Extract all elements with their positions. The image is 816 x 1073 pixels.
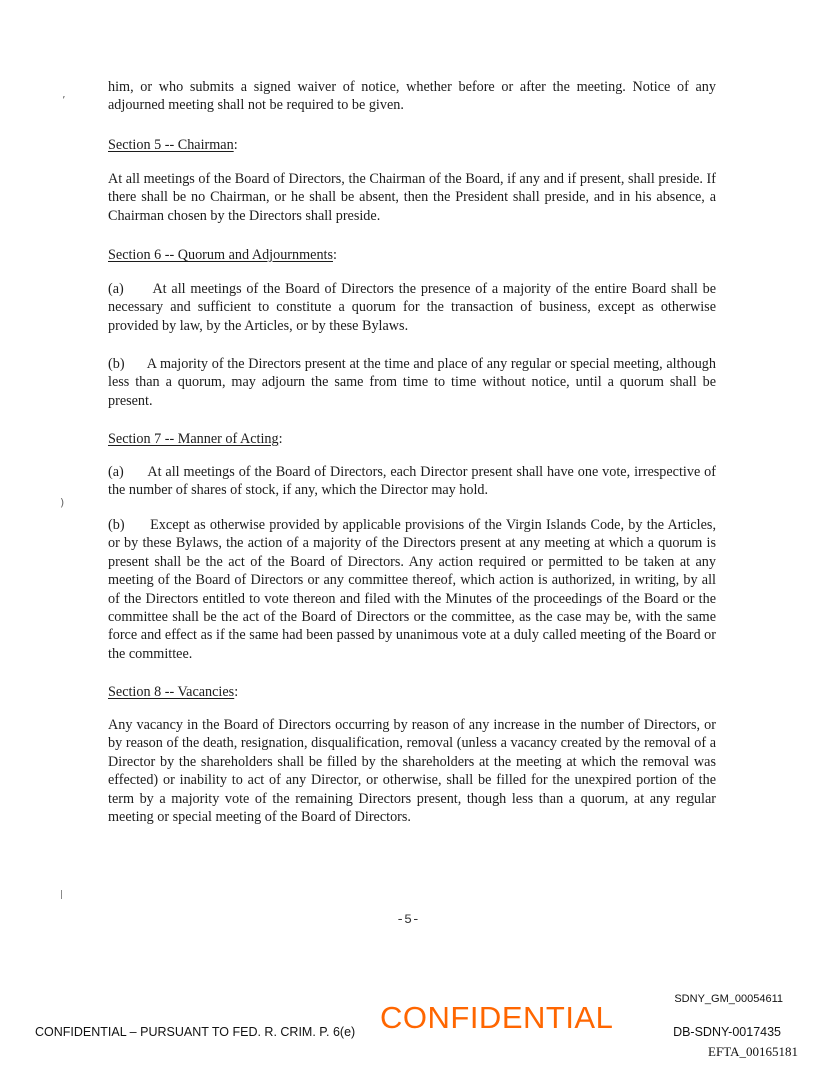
section-6-paragraph-b: (b) A majority of the Directors present at the time and place of any regular or special meeting, although less than a quorum, may adjourn the same from time to time without notice, until a quorum shall be present. [108,356,716,409]
heading-colon: : [278,431,283,447]
section-8-heading-text: Section 8 -- Vacancies [108,684,235,700]
section-8-body: Any vacancy in the Board of Directors occurring by reason of any increase in the number of Directors, or by reason of the death, resignation, disqualification, removal (unless a vacancy created by the removal of a Director by the shareholders shall be filled by the shareholders at the meeting at which the removal was effected) or inability to act of any Director, or otherwise, shall be filled for the unexpired portion of the term by a majority vote of the remaining Directors present, though less than a quorum, at any regular meeting or special meeting of the Board of Directors. [108,717,716,826]
section-6-heading [108,246,337,264]
efta-number: EFTA_00165181 [708,1044,798,1059]
section-5-heading [108,136,238,154]
margin-mark: ’ [62,94,66,107]
section-6-paragraph-a: (a) At all meetings of the Board of Directors the presence of a majority of the entire Board shall be necessary and sufficient to constitute a quorum for the transaction of business, except as otherwise provided by law, by the Articles, or by these Bylaws. [108,281,716,334]
confidential-notice: CONFIDENTIAL – PURSUANT TO FED. R. CRIM. P. 6(e) [35,1025,356,1039]
section-7-paragraph-b: (b) Except as otherwise provided by applicable provisions of the Virgin Islands Code, by the Articles, or by these Bylaws, the action of a majority of the Directors present at any meeting at which a quorum is present shall be the act of the Board of Directors. Any action required or permitted to be taken at any meeting of the Board of Directors or any committee thereof, which action is authorized, in writing, by all of the Directors entitled to vote thereon and filed with the Minutes of the proceedings of the Board or the committee shall be the act of the Board of Directors or the committee, as the case may be, with the same force and effect as if the same had been passed by unanimous vote at a duly called meeting of the Board or the committee. [108,517,716,662]
paragraph-continued: him, or who submits a signed waiver of notice, whether before or after the meeting. Notice of any adjourned meeting shall not be required to be given. [108,79,716,114]
bates-number-db: DB-SDNY-0017435 [673,1025,781,1039]
margin-mark: | [60,890,64,900]
heading-colon: : [333,247,337,263]
heading-colon: : [234,684,239,700]
section-5-body: At all meetings of the Board of Directors, the Chairman of the Board, if any and if present, shall preside. If there shall be no Chairman, or he shall be absent, then the President shall preside, and in his absence, a Chairman chosen by the Directors shall preside. [108,171,716,224]
section-7-heading [108,430,283,448]
section-7-heading-text: Section 7 -- Manner of Acting [108,431,279,447]
section-6-heading-text: Section 6 -- Quorum and Adjournments [108,247,333,263]
bates-number-gm: SDNY_GM_00054611 [674,993,783,1005]
margin-mark: ) [60,496,65,509]
page-number: -5- [396,912,420,927]
section-7-paragraph-a: (a) At all meetings of the Board of Directors, each Director present shall have one vote, irrespective of the number of shares of stock, if any, which the Director may hold. [108,464,716,499]
confidential-stamp: CONFIDENTIAL [380,1000,614,1035]
section-8-heading [108,683,238,701]
heading-colon: : [233,137,238,153]
section-5-heading-text: Section 5 -- Chairman [108,137,234,153]
